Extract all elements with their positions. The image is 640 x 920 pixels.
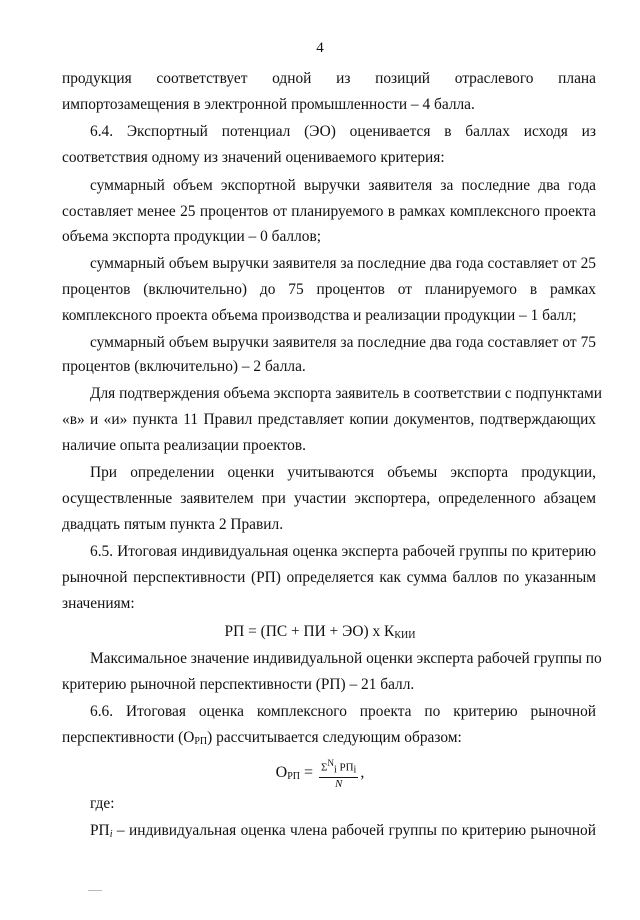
scan-mark [88,890,102,891]
text-line-rpi [90,822,596,844]
text-line: При определении оценки учитываются объемы экспорта продукции, [90,464,596,481]
text-fragment: ) рассчитывается следующим образом: [207,729,462,746]
fraction-denominator: N [335,777,343,790]
text-line: наличие опыта реализации проектов. [62,437,306,454]
text-line: составляет менее 25 процентов от планируемого в рамках комплексного проекта [62,203,596,220]
text-line: Максимальное значение индивидуальной оценки эксперта рабочей группы по [90,650,602,667]
formula-rp-subscript: КИИ [394,630,416,641]
text-line: объема экспорта продукции – 0 баллов; [62,228,322,245]
text-line: суммарный объем выручки заявителя за последние два года составляет от 25 [90,255,596,272]
sum-term-sub: i [353,764,357,776]
formula-rp [0,623,640,645]
page-number: 4 [316,40,324,56]
text-line: критерию рыночной перспективности (РП) – 21 балл. [62,676,415,693]
text-line: осуществленные заявителем при участии экспортера, определенного абзацем [62,490,596,507]
sum-lower: i [333,764,337,776]
sum-term: РП [339,761,354,774]
formula-orp [0,757,640,790]
text-line: Для подтверждения объема экспорта заявитель в соответствии с подпунктами [90,385,603,402]
formula-rp-text: РП = (ПС + ПИ + ЭО) х К [224,623,395,640]
text-fragment: перспективности (О [62,729,195,746]
text-line: где: [90,795,115,812]
text-line: процентов (включительно) – 2 балла. [62,358,306,375]
text-line-66b [62,729,596,751]
text-line: комплексного проекта объема производства и реализации продукции – 1 балл; [62,307,577,324]
rp-sub: i [109,829,113,840]
sum-sign: Σ [321,761,328,774]
formula-lhs: О [275,764,288,781]
text-line: импортозамещения в электронной промышленности – 4 балла. [62,96,475,113]
text-line: двадцать пятым пункта 2 Правил. [62,516,284,533]
formula-tail: , [360,764,365,781]
formula-fraction [319,757,358,790]
text-line: значениям: [62,595,135,612]
text-line: суммарный объем экспортной выручки заявителя за последние два года [90,177,596,194]
text-line: соответствия одному из значений оцениваемого критерия: [62,149,445,166]
text-subscript: РП [194,736,208,747]
formula-lhs-sub: РП [287,771,301,782]
sum-upper: N [327,758,334,768]
text-line: процентов (включительно) до 75 процентов от планируемого в рамках [62,281,596,298]
text-line: продукция соответствует одной из позиций отраслевого плана [62,70,596,87]
text-line: 6.4. Экспортный потенциал (ЭО) оценивается в баллах исходя из [90,123,596,140]
text-line: рыночной перспективности (РП) определяется как сумма баллов по указанным [62,569,596,586]
text-line: 6.6. Итоговая оценка комплексного проекта по критерию рыночной [90,703,596,720]
fraction-numerator [319,757,358,778]
text-fragment: – индивидуальная оценка члена рабочей группы по критерию рыночной [116,822,596,839]
formula-equals: = [304,764,314,781]
rp-base: РП [90,822,110,839]
text-line: «в» и «и» пункта 11 Правил представляет копии документов, подтверждающих [62,411,596,428]
text-line: 6.5. Итоговая индивидуальная оценка эксперта рабочей группы по критерию [90,543,596,560]
rp-i-symbol [90,822,112,839]
text-line: суммарный объем выручки заявителя за последние два года составляет от 75 [90,334,596,351]
